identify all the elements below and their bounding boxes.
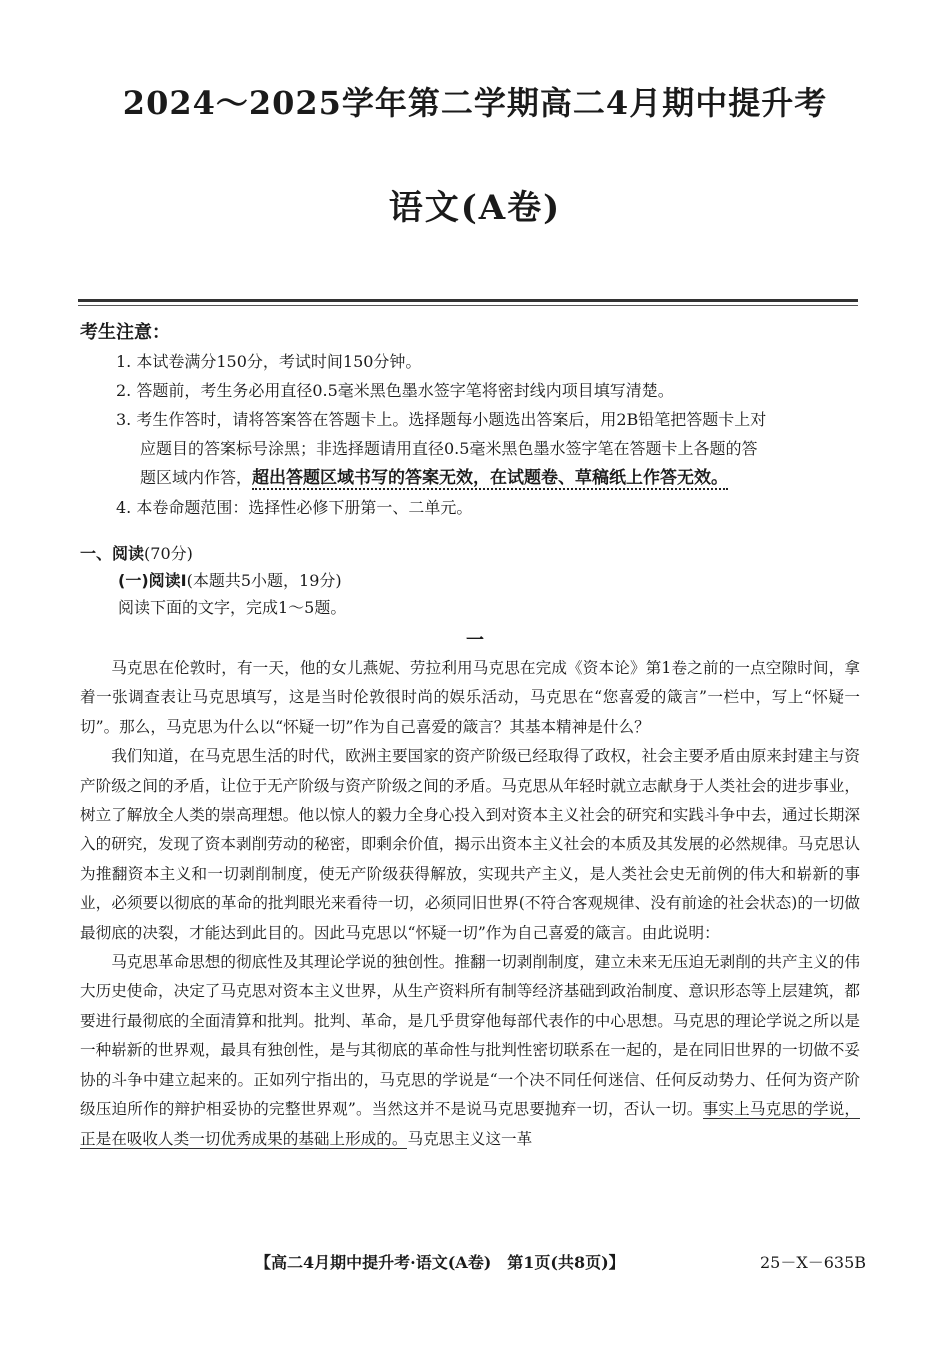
notice-item-3-line3 [116,463,870,493]
reading-instruction: 阅读下面的文字，完成1～5题。 [118,598,347,617]
notice-item-3-line2: 应题目的答案标号涂黑；非选择题请用直径0.5毫米黑色墨水签字笔在答题卡上各题的答 [140,439,758,458]
notice-heading: 考生注意： [80,322,170,343]
reading-section [80,540,870,621]
section-heading-row [80,540,870,567]
passage-paragraph-3-tail: 马克思主义这一革 [407,1129,533,1148]
candidate-notice [80,318,870,522]
subsection-heading: (一)阅读Ⅰ [118,571,187,590]
passage-part-mark: 一 [466,630,484,651]
exam-title: 2024～2025学年第二学期高二4月期中提升考 [122,84,828,122]
header-rule-thin [78,305,858,306]
notice-item-3-line1: 3. 考生作答时，请将答案答在答题卡上。选择题每小题选出答案后，用2B铅笔把答题卡上对 [116,410,767,429]
notice-item-3-plain: 题区域内作答， [140,468,253,487]
passage-underlined-sentence: 事实上马克思的学说，正是在吸收人类一切优秀成果的基础上形成的。 [80,1100,860,1148]
notice-item-2: 2. 答题前，考生务必用直径0.5毫米黑色墨水签字笔将密封线内项目填写清楚。 [116,381,674,400]
footer-page-info: 【高二4月期中提升考·语文(A卷) 第1页(共8页)】 [255,1253,625,1272]
passage-body [80,654,860,1154]
exam-subtitle: 语文(A卷) [388,188,562,228]
footer-exam-code: 25－X－635B [760,1253,867,1272]
passage-paragraph-3 [80,948,860,1154]
header-rule-thick [78,299,858,302]
section-heading: 一、阅读 [80,544,145,563]
subsection-detail: (本题共5小题，19分) [186,571,342,590]
passage-paragraph-1: 马克思在伦敦时，有一天，他的女儿燕妮、劳拉利用马克思在完成《资本论》第1卷之前的一点空隙时间，拿着一张调查表让马克思填写，这是当时伦敦很时尚的娱乐活动，马克思在“您喜爱的箴言”一栏中，写上“怀疑一切”。那么，马克思为什么以“怀疑一切”作为自己喜爱的箴言？其基本精神是什么？ [80,659,860,736]
passage-paragraph-3-main: 马克思革命思想的彻底性及其理论学说的独创性。推翻一切剥削制度，建立未来无压迫无剥削的共产主义的伟大历史使命，决定了马克思对资本主义世界，从生产资料所有制等经济基础到政治制度、意识形态等上层建筑，都要进行最彻底的全面清算和批判。批判、革命，是几乎贯穿他每部代表作的中心思想。马克思的理论学说之所以是一种崭新的世界观，最具有独创性，是与其彻底的革命性与批判性密切联系在一起的，是在同旧世界的一切做不妥协的斗争中建立起来的。正如列宁指出的，马克思的学说是“一个决不同任何迷信、任何反动势力、任何为资产阶级压迫所作的辩护相妥协的完整世界观”。当然这并不是说马克思要抛弃一切，否认一切。 [80,953,860,1119]
notice-item-1: 1. 本试卷满分150分，考试时间150分钟。 [116,352,422,371]
notice-item-4: 4. 本卷命题范围：选择性必修下册第一、二单元。 [116,498,473,517]
section-score: (70分) [144,544,193,563]
notice-item-3-warning: 超出答题区域书写的答案无效，在试题卷、草稿纸上作答无效。 [252,468,729,488]
notice-item-3 [80,405,870,493]
subsection-heading-row [80,567,870,594]
passage-paragraph-2: 我们知道，在马克思生活的时代，欧洲主要国家的资产阶级已经取得了政权，社会主要矛盾由原来封建主与资产阶级之间的矛盾，让位于无产阶级与资产阶级之间的矛盾。马克思从年轻时就立志献身于人类社会的进步事业，树立了解放全人类的崇高理想。他以惊人的毅力全身心投入到对资本主义社会的研究和实践斗争中去，通过长期深入的研究，发现了资本剥削劳动的秘密，即剩余价值，揭示出资本主义社会的本质及其发展的必然规律。马克思认为推翻资本主义和一切剥削制度，使无产阶级获得解放，实现共产主义，是人类社会史无前例的伟大和崭新的事业，必须要以彻底的革命的批判眼光来看待一切，必须同旧世界(不符合客观规律、没有前途的社会状态)的一切做最彻底的决裂，才能达到此目的。因此马克思以“怀疑一切”作为自己喜爱的箴言。由此说明： [80,747,860,942]
